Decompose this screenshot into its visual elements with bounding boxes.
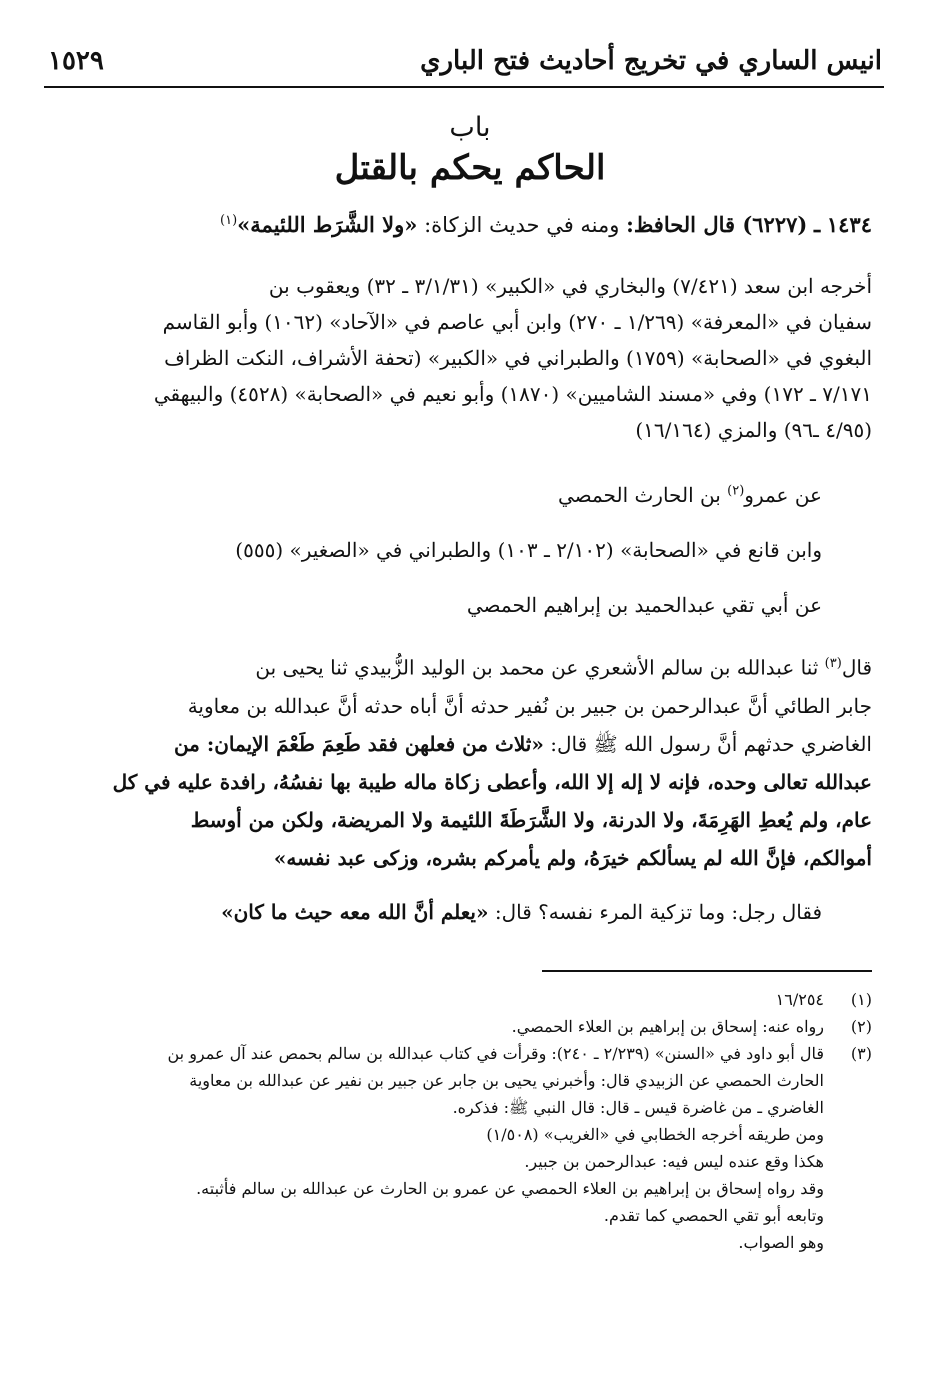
entry-heading [60,212,872,237]
entry-dash: ـ [814,212,821,237]
footnote [60,1040,872,1256]
chapter-title: الحاكم يحكم بالقتل [334,148,606,188]
footnote-line: الحارث الحمصي عن الزبيدي قال: وأخبرني يحيى بن جابر عن جبير بن نفير عن عبدالله بن معاوية [189,1071,824,1090]
footnote-marker-2: (٢) [727,483,745,499]
hadith-qala: قال [841,655,872,680]
footnotes [60,986,872,1256]
entry-reference: (٦٢٢٧) قال الحافظ: [626,212,808,237]
rajul-question: فقال رجل: وما تزكية المرء نفسه؟ قال: [494,900,822,924]
hadith-isnad-end: الغاضري حدثهم أنَّ رسول الله ﷺ قال: [550,731,872,756]
abu-taqi-line: عن أبي تقي عبدالحميد بن إبراهيم الحمصي [466,593,822,617]
footnote-number: (٣) [850,1044,872,1063]
footnote-line: وتابعه أبو تقي الحمصي كما تقدم. [603,1206,824,1225]
entry-intro: ومنه في حديث الزكاة: [424,213,620,237]
hadith-line [60,725,872,763]
rajul-line [60,900,822,924]
footnote [60,986,872,1013]
footnote-line: ومن طريقه أخرجه الخطابي في «الغريب» (١/٥٠٨) [486,1125,824,1144]
footnote-separator [542,970,872,972]
sources-line: سفيان في «المعرفة» (١/٢٦٩ ـ ٢٧٠) وابن أبي عاصم في «الآحاد» (١٠٦٢) وأبو القاسم [162,310,872,334]
footnote-line: رواه عنه: إسحاق بن إبراهيم بن العلاء الحمصي. [511,1017,824,1036]
footnote-line: وقد رواه إسحاق بن إبراهيم بن العلاء الحمصي عن عمرو بن الحارث عن عبدالله بن سالم فأثبته. [196,1179,824,1198]
ibn-qani-line: وابن قانع في «الصحابة» (٢/١٠٢ ـ ١٠٣) والطبراني في «الصغير» (٥٥٥) [235,538,822,562]
hadith-line: أموالكم، فإنَّ الله لم يسألكم خيرَهُ، ولم يأمركم بشره، وزكى عبد نفسه» [273,845,872,870]
footnote [60,1013,872,1040]
amr-line-start: عن عمرو [744,483,822,507]
sources-paragraph [60,268,872,448]
footnote-marker-3: (٣) [824,656,842,671]
entry-quote: «ولا الشَّرَط اللئيمة» [237,212,418,237]
hadith-line: عام، ولم يُعطِ الهَرِمَةَ، ولا الدرنة، ولا الشَّرَطَةَ اللئيمة ولا المريضة، ولكن من أوسط [190,807,872,832]
sources-line: (٤/٩٥ ـ٩٦) والمزي (١٦/١٦٤) [635,418,872,442]
footnote-number: (٢) [850,1017,872,1036]
page-number: ١٥٢٩ [48,46,104,76]
entry-number: ١٤٣٤ [826,212,872,237]
sources-line: ٧/١٧١ ـ ١٧٢) وفي «مسند الشاميين» (١٨٧٠) وأبو نعيم في «الصحابة» (٤٥٢٨) والبيهقي [153,382,872,406]
hadith-isnad-start: ثنا عبدالله بن سالم الأشعري عن محمد بن الوليد الزُّبيدي ثنا يحيى بن [255,655,825,680]
hadith-paragraph [60,645,872,877]
hadith-matn-start: «ثلاث من فعلهن فقد طَعِمَ طَعْمَ الإيمان: من [173,731,544,756]
hadith-line [60,645,872,687]
amr-line-end: بن الحارث الحمصي [557,483,721,507]
footnote-line: وهو الصواب. [738,1233,824,1252]
chapter-label: باب [449,112,491,143]
footnote-marker-1: (١) [220,213,238,228]
running-header [48,40,882,82]
footnote-body [60,1013,824,1040]
footnote-body [60,986,824,1013]
footnote-line: قال أبو داود في «السنن» (٢/٢٣٩ ـ ٢٤٠): وقرأت في كتاب عبدالله بن سالم بحمص عند آل عمرو بن [167,1044,824,1063]
footnote-line: هكذا وقع عنده ليس فيه: عبدالرحمن بن جبير. [524,1152,824,1171]
footnote-line: الغاضري ـ من غاضرة قيس ـ قال: قال النبي ﷺ: فذكره. [452,1098,824,1117]
footnote-body [60,1040,824,1256]
header-rule [44,86,884,88]
rajul-answer: «يعلم أنَّ الله معه حيث ما كان» [221,900,489,924]
footnote-number: (١) [850,990,872,1009]
sources-line: أخرجه ابن سعد (٧/٤٢١) والبخاري في «الكبير» (٣/١/٣١ ـ ٣٢) ويعقوب بن [268,274,872,298]
hadith-line: جابر الطائي أنَّ عبدالرحمن بن جبير بن نُفير حدثه أنَّ أباه حدثه أنَّ عبدالله بن معاوية [187,693,872,718]
footnote-line: ١٦/٢٥٤ [775,990,824,1009]
amr-line [60,483,822,507]
sources-line: البغوي في «الصحابة» (١٧٥٩) والطبراني في «الكبير» (تحفة الأشراف، النكت الظراف [164,346,872,370]
hadith-line: عبدالله تعالى وحده، فإنه لا إله إلا الله، وأعطى زكاة ماله طيبة بها نفسُهُ، رافدة عليه في كل [112,769,872,794]
running-title: انيس الساري في تخريج أحاديث فتح الباري [420,46,882,76]
